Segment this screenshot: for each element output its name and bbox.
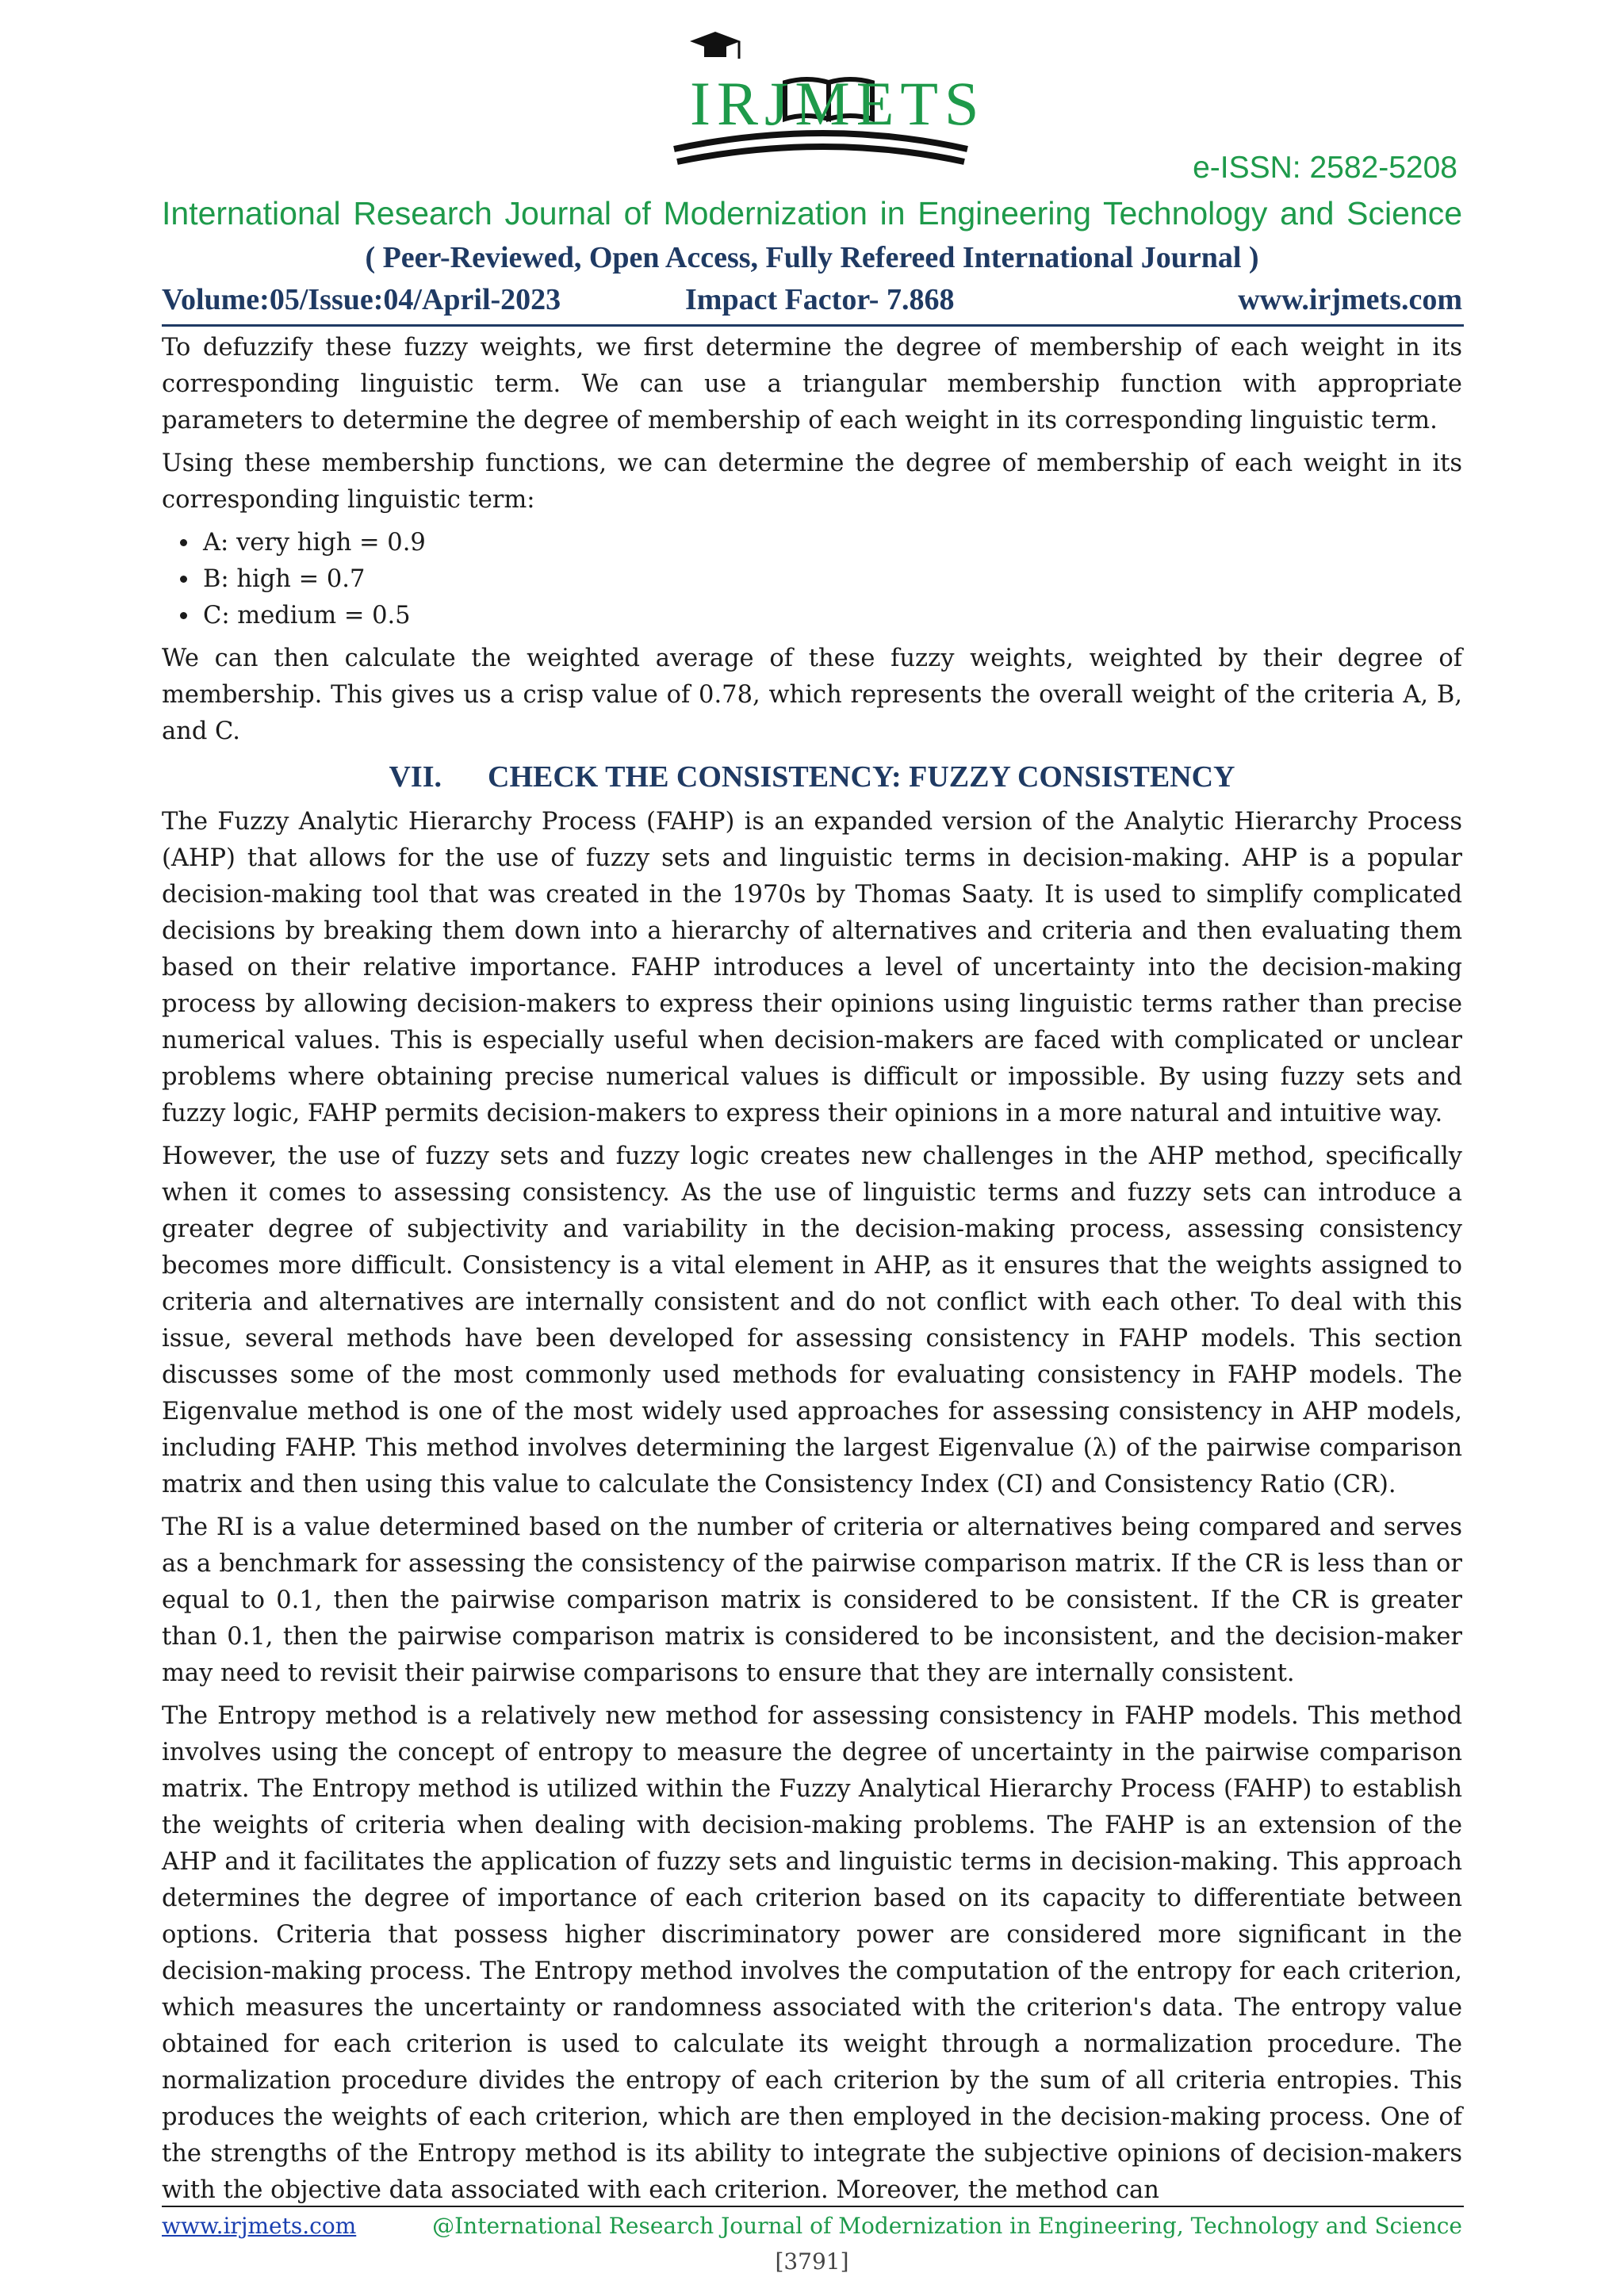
article-body (162, 330, 1462, 2215)
issue-meta-row (162, 282, 1462, 322)
journal-logo (666, 30, 986, 173)
paragraph: Using these membership functions, we can determine the degree of membership of each weight in its corresponding linguistic term: (162, 450, 1462, 514)
paragraph: We can then calculate the weighted average of these fuzzy weights, weighted by their degree of membership. This gives us a crisp value of 0.78, which represents the overall weight of the criteria A, B, and C. (162, 645, 1462, 745)
paragraph: The Fuzzy Analytic Hierarchy Process (FAHP) is an expanded version of the Analytic Hierarchy Process (AHP) that allows for the use of fuzzy sets and linguistic terms in decision-making. AHP is a popular decision-making tool that was created in the 1970s by Thomas Saaty. It is used to simplify complicated decisions by breaking them down into a hierarchy of alternatives and criteria and then evaluating them based on their relative importance. FAHP introduces a level of uncertainty into the decision-making process by allowing decision-makers to express their opinions using linguistic terms rather than precise numerical values. This is especially useful when decision-makers are faced with complicated or unclear problems where obtaining precise numerical values is difficult or impossible. By using fuzzy sets and fuzzy logic, FAHP permits decision-makers to express their opinions in a more natural and intuitive way. (162, 808, 1462, 1127)
paragraph: The Entropy method is a relatively new method for assessing consistency in FAHP models. This method involves using the concept of entropy to measure the degree of uncertainty in the pairwise comparison matrix. The Entropy method is utilized within the Fuzzy Analytical Hierarchy Process (FAHP) to establish the weights of criteria when dealing with decision-making problems. The FAHP is an extension of the AHP and it facilitates the application of fuzzy sets and linguistic terms in decision-making. This approach determines the degree of importance of each criterion based on its capacity to differentiate between options. Criteria that possess higher discriminatory power are considered more significant in the decision-making process. The Entropy method involves the computation of the entropy for each criterion, which measures the uncertainty or randomness associated with the criterion's data. The entropy value obtained for each criterion is used to calculate its weight through a normalization procedure. The normalization procedure divides the entropy of each criterion by the sum of all criteria entropies. This produces the weights of each criterion, which are then employed in the decision-making process. One of the strengths of the Entropy method is its ability to integrate the subjective opinions of decision-makers with the objective data associated with each criterion. Moreover, the method can (162, 1702, 1462, 2204)
section-heading (162, 756, 1462, 798)
website: www.irjmets.com (1238, 283, 1462, 316)
issn: e-ISSN: 2582-5208 (1193, 151, 1457, 185)
volume-info: Volume:05/Issue:04/April-2023 (162, 283, 561, 316)
header-divider (162, 324, 1464, 327)
paragraph: The RI is a value determined based on the number of criteria or alternatives being compared and serves as a benchmark for assessing the consistency of the pairwise comparison matrix. If the CR is less than or equal to 0.1, then the pairwise comparison matrix is considered to be consistent. If the CR is greater than 0.1, then the pairwise comparison matrix is considered to be inconsistent, and the decision-maker may need to revisit their pairwise comparisons to ensure that they are internally consistent. (162, 1513, 1462, 1687)
section-title: CHECK THE CONSISTENCY: FUZZY CONSISTENCY (488, 760, 1235, 794)
list-item: • C: medium = 0.5 (200, 598, 1462, 634)
journal-subtitle: ( Peer-Reviewed, Open Access, Fully Refereed International Journal ) (365, 241, 1259, 274)
logo-text: IRJMETS (690, 69, 986, 138)
list-item: • B: high = 0.7 (200, 561, 1462, 598)
footer-copyright: @International Research Journal of Modernization in Engineering, Technology and Science (432, 2213, 1462, 2239)
membership-list (162, 525, 1462, 634)
footer-link[interactable]: www.irjmets.com (162, 2213, 357, 2239)
footer-divider (162, 2206, 1464, 2207)
journal-title: International Research Journal of Modernization in Engineering Technology and Science (162, 195, 1462, 232)
impact-factor: Impact Factor- 7.868 (685, 283, 955, 316)
section-number: VII. (389, 760, 442, 794)
footer (162, 2213, 1462, 2244)
page-number: [3791] (775, 2248, 849, 2275)
paragraph: To defuzzify these fuzzy weights, we first determine the degree of membership of each weight in its corresponding linguistic term. We can use a triangular membership function with appropriate parameters to determine the degree of membership of each weight in its corresponding linguistic term. (162, 334, 1462, 434)
paragraph: However, the use of fuzzy sets and fuzzy logic creates new challenges in the AHP method, specifically when it comes to assessing consistency. As the use of linguistic terms and fuzzy sets can introduce a greater degree of subjectivity and variability in the decision-making process, assessing consistency becomes more difficult. Consistency is a vital element in AHP, as it ensures that the weights assigned to criteria and alternatives are internally consistent and do not conflict with each other. To deal with this issue, several methods have been developed for assessing consistency in FAHP models. This section discusses some of the most commonly used methods for evaluating consistency in FAHP models. The Eigenvalue method is one of the most widely used approaches for assessing consistency in AHP models, including FAHP. This method involves determining the largest Eigenvalue (λ) of the pairwise comparison matrix and then using this value to calculate the Consistency Index (CI) and Consistency Ratio (CR). (162, 1142, 1462, 1498)
list-item: • A: very high = 0.9 (200, 525, 1462, 561)
